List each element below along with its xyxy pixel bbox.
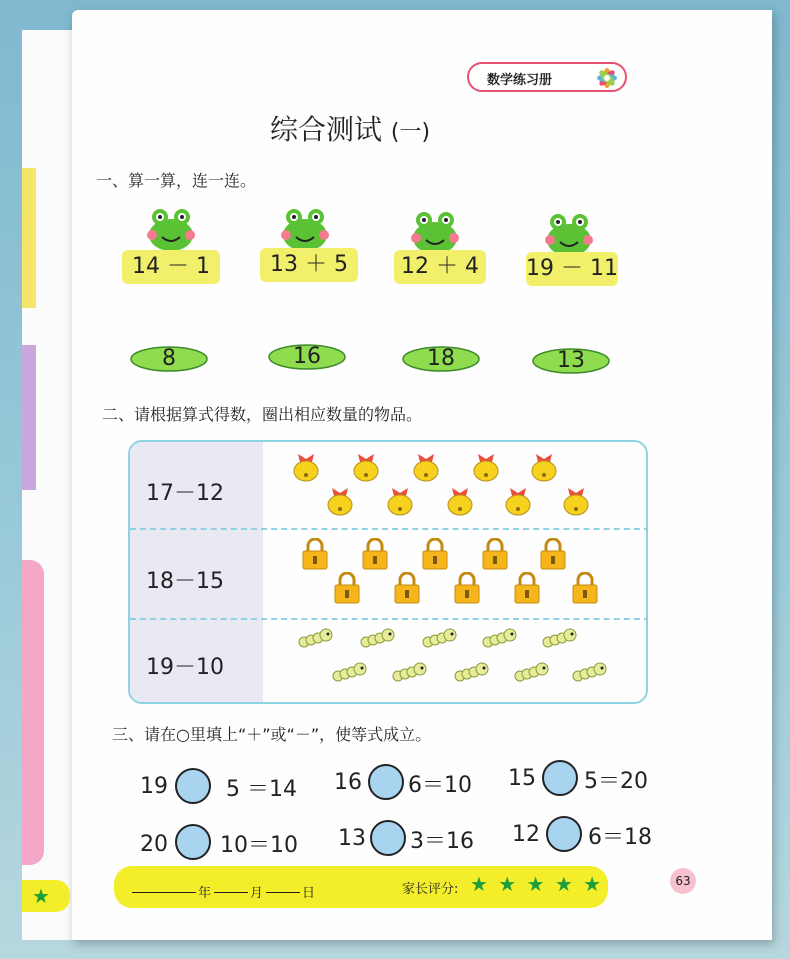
book-title-label bbox=[467, 62, 627, 92]
caterpillar-icon[interactable] bbox=[512, 660, 550, 688]
expression-card[interactable]: 12 ＋ 4 bbox=[394, 250, 486, 284]
year-label: 年 bbox=[198, 886, 212, 901]
page-number: 63 bbox=[670, 868, 696, 894]
lock-icon[interactable] bbox=[512, 572, 542, 608]
bell-icon[interactable] bbox=[288, 448, 324, 486]
row-expression: 18－15 bbox=[146, 569, 224, 594]
lock-icon[interactable] bbox=[392, 572, 422, 608]
bell-icon[interactable] bbox=[442, 482, 478, 520]
operator-circle[interactable] bbox=[542, 760, 578, 796]
equation-rest: 3＝16 bbox=[410, 829, 474, 854]
day-blank[interactable] bbox=[266, 892, 300, 893]
section1-heading: 一、算一算，连一连。 bbox=[96, 171, 257, 190]
operator-circle[interactable] bbox=[175, 824, 211, 860]
operator-circle[interactable] bbox=[370, 820, 406, 856]
equation-first-number: 15 bbox=[508, 766, 536, 791]
lock-icon[interactable] bbox=[360, 538, 390, 574]
frog-icon bbox=[142, 205, 200, 255]
caterpillar-icon[interactable] bbox=[480, 626, 518, 654]
star-icon: ★ bbox=[32, 884, 50, 908]
expression-card[interactable]: 13 ＋ 5 bbox=[260, 248, 358, 282]
lily-pad[interactable] bbox=[526, 344, 616, 378]
operator-circle[interactable] bbox=[368, 764, 404, 800]
lock-icon[interactable] bbox=[420, 538, 450, 574]
lock-icon[interactable] bbox=[538, 538, 568, 574]
lock-icon[interactable] bbox=[570, 572, 600, 608]
rating-stars[interactable]: ★ ★ ★ ★ ★ bbox=[470, 872, 604, 896]
caterpillar-icon[interactable] bbox=[330, 660, 368, 688]
caterpillar-icon[interactable] bbox=[540, 626, 578, 654]
equation-rest: 6＝10 bbox=[408, 773, 472, 798]
caterpillar-icon[interactable] bbox=[420, 626, 458, 654]
lily-pad-number: 13 bbox=[557, 348, 585, 373]
page-title-text: 综合测试 bbox=[270, 113, 383, 146]
left-tab-purple bbox=[22, 345, 36, 490]
equation-first-number: 19 bbox=[140, 774, 168, 799]
parent-score-label: 家长评分: bbox=[402, 882, 459, 897]
caterpillar-icon[interactable] bbox=[452, 660, 490, 688]
equation-rest: 5＝20 bbox=[584, 769, 648, 794]
lock-icon[interactable] bbox=[452, 572, 482, 608]
row-expression: 17－12 bbox=[146, 481, 224, 506]
caterpillar-icon[interactable] bbox=[358, 626, 396, 654]
operator-circle[interactable] bbox=[175, 768, 211, 804]
equation-first-number: 16 bbox=[334, 770, 362, 795]
lock-icon[interactable] bbox=[480, 538, 510, 574]
lily-pad-number: 18 bbox=[427, 346, 455, 371]
row-divider bbox=[130, 528, 648, 530]
bell-icon[interactable] bbox=[408, 448, 444, 486]
bell-icon[interactable] bbox=[468, 448, 504, 486]
lily-pad[interactable] bbox=[396, 342, 486, 376]
expression-card[interactable]: 19 － 11 bbox=[526, 252, 618, 286]
month-blank[interactable] bbox=[214, 892, 248, 893]
bell-icon[interactable] bbox=[526, 448, 562, 486]
bell-icon[interactable] bbox=[558, 482, 594, 520]
equation-first-number: 13 bbox=[338, 826, 366, 851]
left-tab-yellow bbox=[22, 168, 36, 308]
month-label: 月 bbox=[250, 886, 264, 901]
flower-icon bbox=[593, 66, 621, 90]
lily-pad[interactable] bbox=[124, 342, 214, 376]
left-tab-pink bbox=[22, 560, 44, 865]
caterpillar-icon[interactable] bbox=[390, 660, 428, 688]
lock-icon[interactable] bbox=[332, 572, 362, 608]
equation-first-number: 12 bbox=[512, 822, 540, 847]
equation-rest: 5 ＝14 bbox=[226, 777, 297, 802]
operator-circle[interactable] bbox=[546, 816, 582, 852]
page-title-suffix: (一) bbox=[390, 120, 431, 145]
lily-pad-number: 16 bbox=[293, 344, 321, 369]
book-title: 数学练习册 bbox=[487, 73, 553, 88]
caterpillar-icon[interactable] bbox=[570, 660, 608, 688]
section3-heading: 三、请在○里填上“＋”或“－”，使等式成立。 bbox=[112, 725, 432, 744]
equation-rest: 6＝18 bbox=[588, 825, 652, 850]
footer-bar bbox=[114, 866, 608, 908]
section2-heading: 二、请根据算式得数，圈出相应数量的物品。 bbox=[102, 405, 423, 424]
left-page-footer bbox=[22, 880, 70, 912]
row-expression: 19－10 bbox=[146, 655, 224, 680]
lock-icon[interactable] bbox=[300, 538, 330, 574]
caterpillar-icon[interactable] bbox=[296, 626, 334, 654]
lily-pad[interactable] bbox=[262, 340, 352, 374]
bell-icon[interactable] bbox=[322, 482, 358, 520]
page-title bbox=[270, 108, 430, 148]
expression-card[interactable]: 14 － 1 bbox=[122, 250, 220, 284]
bell-icon[interactable] bbox=[348, 448, 384, 486]
bell-icon[interactable] bbox=[382, 482, 418, 520]
bell-icon[interactable] bbox=[500, 482, 536, 520]
year-blank[interactable] bbox=[132, 892, 196, 893]
equation-first-number: 20 bbox=[140, 832, 168, 857]
row-divider bbox=[130, 618, 648, 620]
lily-pad-number: 8 bbox=[162, 346, 176, 371]
day-label: 日 bbox=[302, 886, 316, 901]
equation-rest: 10＝10 bbox=[220, 833, 298, 858]
